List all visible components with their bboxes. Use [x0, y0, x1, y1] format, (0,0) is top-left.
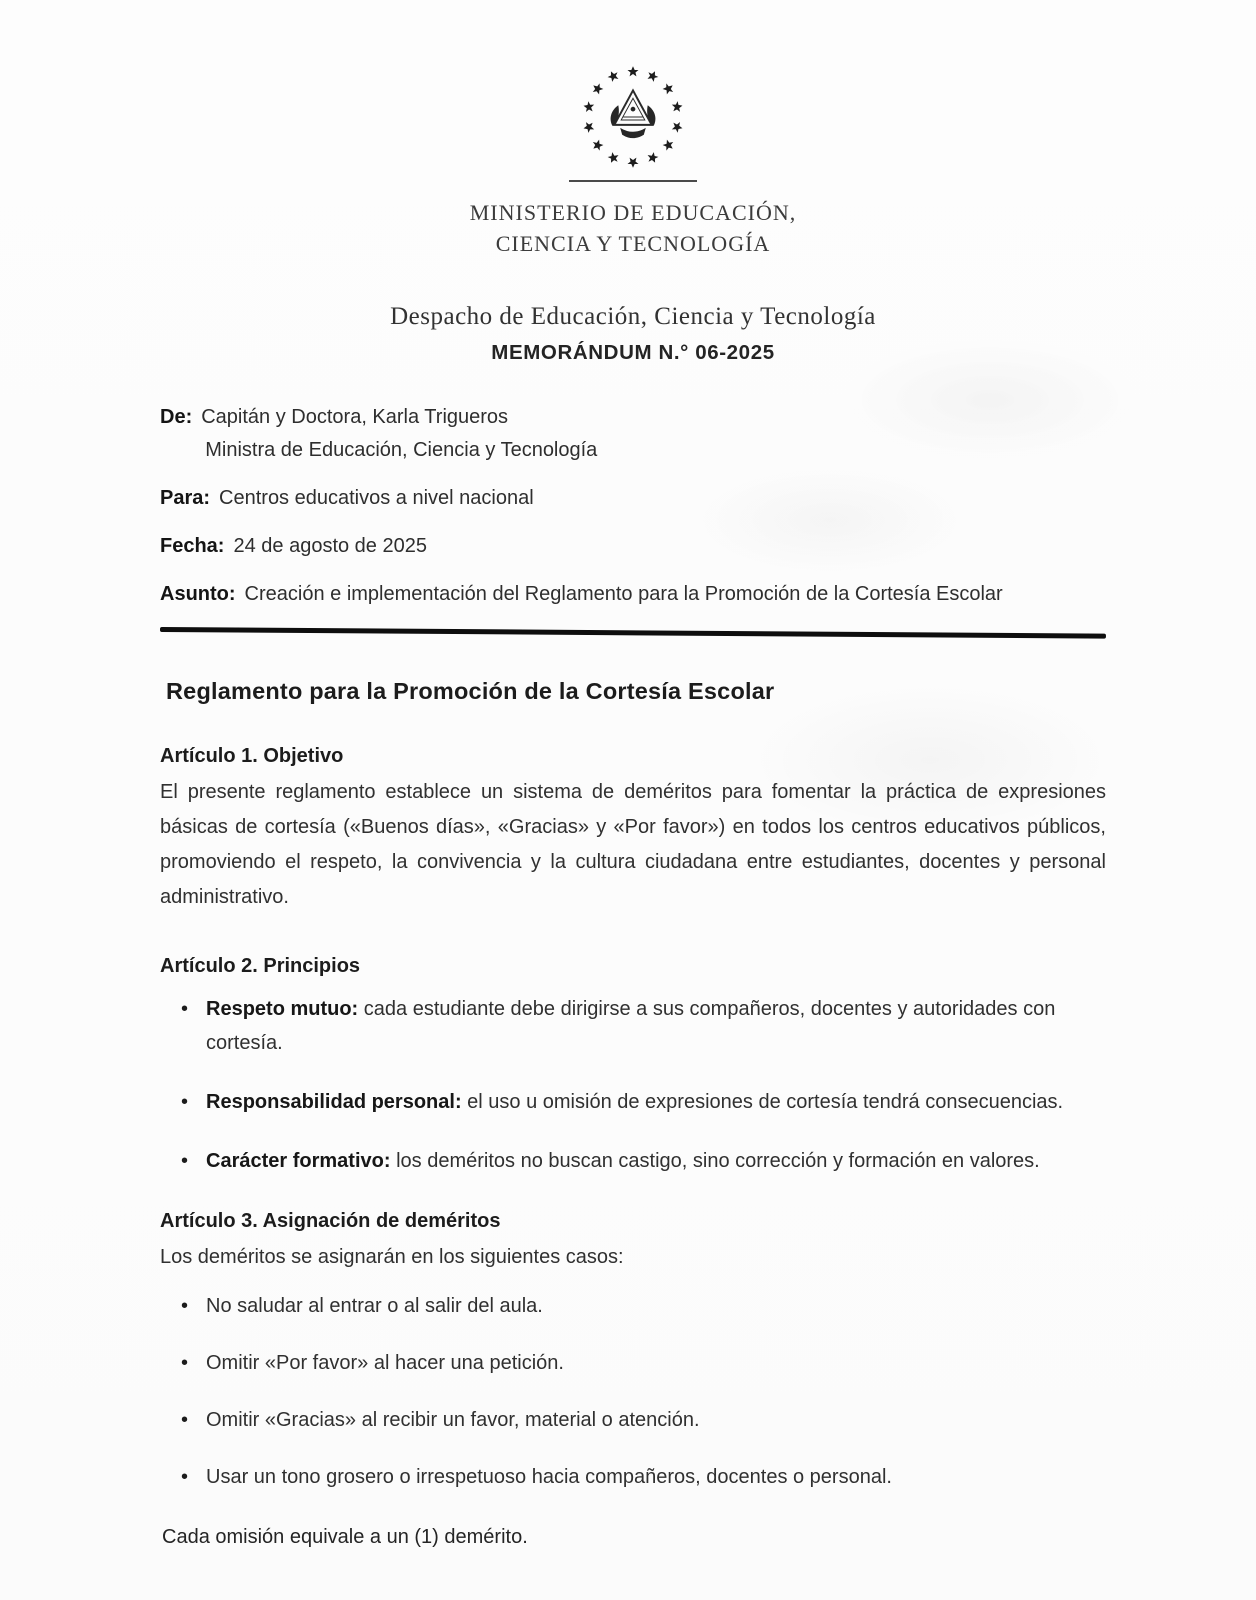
- article-3-bullets: [160, 1289, 1106, 1494]
- ministry-name-line2: CIENCIA Y TECNOLOGÍA: [495, 231, 771, 256]
- list-item: [160, 1346, 1106, 1380]
- field-asunto: [160, 578, 1106, 611]
- de-value-line2: Ministra de Educación, Ciencia y Tecnología: [205, 439, 598, 461]
- bullet-text: cada estudiante debe dirigirse a sus compañeros, docentes y autoridades con cortesía.: [206, 998, 1056, 1054]
- fecha-label: Fecha:: [160, 535, 225, 557]
- article-2-bullets: [160, 992, 1106, 1178]
- de-label: De:: [160, 406, 193, 428]
- article-3: [160, 1210, 1106, 1494]
- fecha-value: 24 de agosto de 2025: [233, 535, 427, 557]
- list-item: [160, 1460, 1106, 1494]
- logo-divider: [569, 180, 697, 182]
- list-item: [160, 1403, 1106, 1437]
- bullet-lead: Respeto mutuo:: [206, 998, 359, 1020]
- letterhead: [160, 58, 1106, 259]
- bullet-lead: Carácter formativo:: [206, 1150, 391, 1172]
- article-3-intro: Los deméritos se asignarán en los siguientes casos:: [160, 1246, 624, 1268]
- asunto-value: Creación e implementación del Reglamento para la Promoción de la Cortesía Escolar: [244, 583, 1003, 605]
- para-label: Para:: [160, 487, 211, 509]
- article-1-paragraph: El presente reglamento establece un sistema de deméritos para fomentar la práctica de expresiones básicas de cortesía («Buenos días», «Gracias» y «Por favor») en todos los centros educativos públicos, promoviendo el respeto, la convivencia y la cultura ciudadana entre estudiantes, docentes y personal administrativo.: [160, 781, 1106, 908]
- bullet-text: el uso u omisión de expresiones de cortesía tendrá consecuencias.: [467, 1091, 1064, 1113]
- de-value: [201, 401, 597, 467]
- list-item: [160, 1144, 1106, 1178]
- memo-meta: [160, 401, 1106, 611]
- divider-rule: [160, 627, 1106, 639]
- para-value: Centros educativos a nivel nacional: [219, 487, 534, 509]
- list-item: [160, 992, 1106, 1060]
- document-title: Reglamento para la Promoción de la Cortesía Escolar: [166, 678, 775, 704]
- ministry-name-line1: MINISTERIO DE EDUCACIÓN,: [469, 200, 797, 225]
- office-name: Despacho de Educación, Ciencia y Tecnología: [390, 303, 876, 330]
- list-item: [160, 1289, 1106, 1323]
- ministry-name: [160, 197, 1106, 259]
- bullet-text: Usar un tono grosero o irrespetuoso hacia compañeros, docentes o personal.: [206, 1466, 892, 1488]
- bullet-text: No saludar al entrar o al salir del aula.: [206, 1295, 543, 1317]
- article-1: [160, 745, 1106, 915]
- article-1-heading: Artículo 1. Objetivo: [160, 745, 344, 767]
- coat-of-arms-icon: [569, 58, 697, 192]
- bullet-lead: Responsabilidad personal:: [206, 1091, 462, 1113]
- article-2-heading: Artículo 2. Principios: [160, 955, 361, 977]
- list-item: [160, 1085, 1106, 1119]
- field-fecha: [160, 530, 1106, 563]
- asunto-label: Asunto:: [160, 583, 236, 605]
- de-value-line1: Capitán y Doctora, Karla Trigueros: [201, 406, 509, 428]
- field-para: [160, 482, 1106, 515]
- bullet-text: los deméritos no buscan castigo, sino corrección y formación en valores.: [396, 1150, 1040, 1172]
- bullet-text: Omitir «Por favor» al hacer una petición.: [206, 1352, 564, 1374]
- memo-number: MEMORÁNDUM N.° 06-2025: [491, 341, 775, 364]
- article-3-heading: Artículo 3. Asignación de deméritos: [160, 1210, 501, 1232]
- closing-statement: Cada omisión equivale a un (1) demérito.: [162, 1526, 528, 1548]
- article-2: [160, 955, 1106, 1178]
- field-de: [160, 401, 1106, 467]
- bullet-text: Omitir «Gracias» al recibir un favor, material o atención.: [206, 1409, 700, 1431]
